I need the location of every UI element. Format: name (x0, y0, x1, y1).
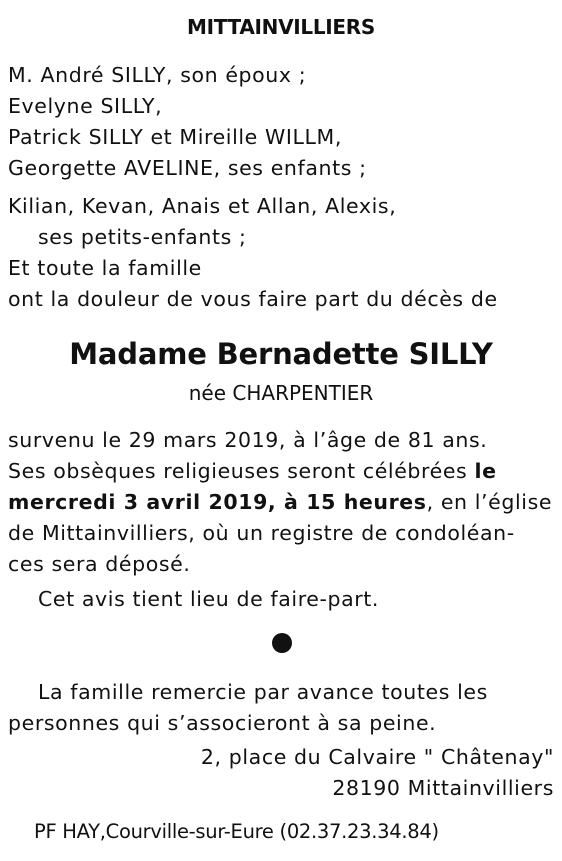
thanks-line: La famille remercie par avance toutes les (38, 680, 488, 704)
address-city: 28190 Mittainvilliers (332, 776, 554, 800)
family-line-all: Et toute la famille (8, 256, 202, 280)
family-line-child: Patrick SILLY et Mireille WILLM, (8, 125, 342, 149)
deceased-name: Madame Bernadette SILLY (69, 337, 493, 371)
funeral-location-text: , en l’église (426, 490, 553, 514)
deceased-maiden-name: née CHARPENTIER (188, 381, 374, 405)
funeral-date: mercredi 3 avril 2019, à 15 heures (8, 490, 427, 514)
register-line-end: ces sera déposé. (8, 552, 191, 576)
family-line-child: Evelyne SILLY, (8, 94, 163, 118)
family-line-grandchildren: Kilian, Kevan, Anais et Allan, Alexis, (8, 194, 397, 218)
notice-replaces-line: Cet avis tient lieu de faire-part. (38, 587, 380, 611)
announcement-line: ont la douleur de vous faire part du décès de (8, 287, 498, 311)
funeral-home-footer: PF HAY,Courville-sur-Eure (02.37.23.34.84) (34, 820, 439, 843)
funeral-bold-text: le (474, 459, 497, 483)
bullet-separator (272, 633, 292, 653)
thanks-line-end: personnes qui s’associeront à sa peine. (8, 711, 437, 735)
funeral-line (8, 459, 497, 483)
family-line-spouse: M. André SILLY, son époux ; (8, 63, 307, 87)
address-line: 2, place du Calvaire " Châtenay" (200, 745, 554, 769)
funeral-text: Ses obsèques religieuses seront célébrées (8, 459, 475, 483)
town-heading: MITTAINVILLIERS (186, 15, 375, 39)
register-line: de Mittainvilliers, où un registre de condoléan- (8, 521, 515, 545)
family-line-grandchildren-label: ses petits-enfants ; (38, 225, 247, 249)
funeral-date-line (8, 490, 552, 514)
family-line-child: Georgette AVELINE, ses enfants ; (8, 156, 367, 180)
death-date-line: survenu le 29 mars 2019, à l’âge de 81 ans. (8, 428, 488, 452)
